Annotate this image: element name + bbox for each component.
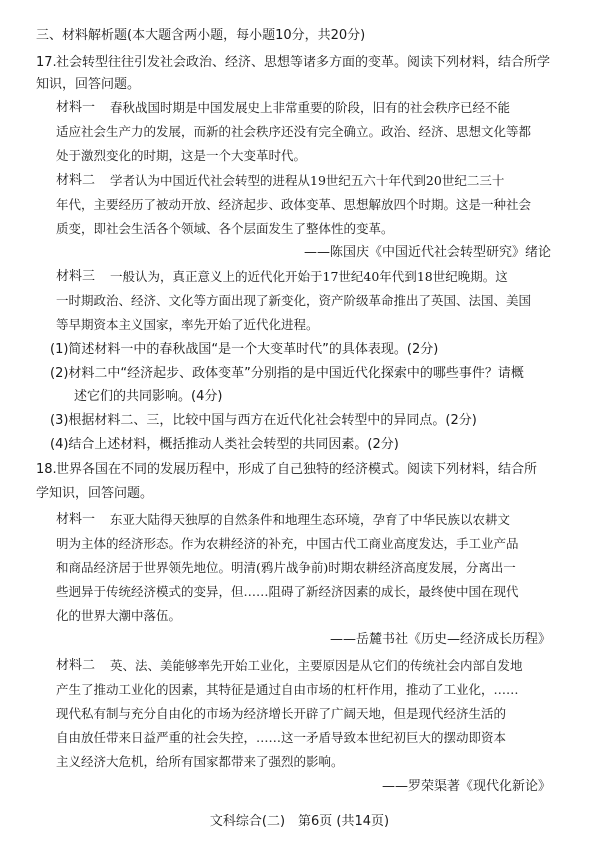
q18-material-2-line-2: 产生了推动工业化的因素，其特征是通过自由市场的杠杆作用，推动了工业化，…… bbox=[56, 682, 519, 697]
q17-material-2-label: 材料二 bbox=[56, 173, 96, 188]
q17-material-1-line-3: 处于激烈变化的时期，这是一个大变革时代。 bbox=[56, 148, 307, 163]
q17-stem-line-2: 知识，回答问题。 bbox=[36, 77, 141, 92]
q18-material-1-source: ——岳麓书社《历史—经济成长历程》 bbox=[329, 632, 551, 647]
q17-material-3-label: 材料三 bbox=[56, 269, 96, 284]
q17-number: 17. bbox=[36, 55, 57, 70]
q17-material-2-line-3: 质变，即社会生活各个领域、各个层面发生了整体性的变革。 bbox=[56, 221, 394, 236]
q18-material-1-line-4: 些迥异于传统经济模式的变异，但……阻碍了新经济因素的成长，最终使中国在现代 bbox=[56, 584, 519, 599]
q18-material-2-line-5: 主义经济大危机，给所有国家都带来了强烈的影响。 bbox=[56, 754, 344, 769]
q17-subquestion-2-line-2: 述它们的共同影响。(4分) bbox=[74, 389, 223, 404]
q17-material-1-label: 材料一 bbox=[56, 100, 96, 115]
section-title: 三、材料解析题(本大题含两小题，每小题10分，共20分) bbox=[36, 28, 366, 43]
q17-material-3-line-2: 一时期政治、经济、文化等方面出现了新变化，资产阶级革命推出了英国、法国、美国 bbox=[56, 293, 532, 308]
q18-material-2-label: 材料二 bbox=[56, 658, 96, 673]
q18-material-1-line-2: 明为主体的经济形态。作为农耕经济的补充，中国古代工商业高度发达，手工业产品 bbox=[56, 536, 519, 551]
page-footer: 文科综合(二) 第6页 (共14页) bbox=[209, 814, 390, 829]
q18-material-1-line-1: 东亚大陆得天独厚的自然条件和地理生态环境，孕育了中华民族以农耕文 bbox=[110, 512, 511, 527]
q17-subquestion-3: (3)根据材料二、三，比较中国与西方在近代化社会转型中的异同点。(2分) bbox=[50, 413, 477, 428]
q18-stem-line-1: 世界各国在不同的发展历程中，形成了自己独特的经济模式。阅读下列材料，结合所 bbox=[56, 462, 538, 477]
q17-subquestion-2-line-1: (2)材料二中“经济起步、政体变革”分别指的是中国近代化探索中的哪些事件？请概 bbox=[50, 366, 524, 381]
q17-material-1-line-2: 适应社会生产力的发展，而新的社会秩序还没有完全确立。政治、经济、思想文化等都 bbox=[56, 124, 532, 139]
q17-material-2-line-1: 学者认为中国近代社会转型的进程从19世纪五六十年代到20世纪二三十 bbox=[110, 173, 505, 188]
q17-material-2-line-2: 年代，主要经历了被动开放、经济起步、政体变革、思想解放四个时期。这是一种社会 bbox=[56, 197, 532, 212]
q18-material-1-label: 材料一 bbox=[56, 512, 96, 527]
q18-material-2-line-4: 自由放任带来日益严重的社会失控，……这一矛盾导致本世纪初巨大的摆动即资本 bbox=[56, 730, 507, 745]
q18-material-2-line-3: 现代私有制与充分自由化的市场为经济增长开辟了广阔天地，但是现代经济生活的 bbox=[56, 706, 507, 721]
q18-material-1-line-3: 和商品经济居于世界领先地位。明清(鸦片战争前)时期农耕经济高度发展，分离出一 bbox=[56, 560, 516, 575]
q17-material-3-line-3: 等早期资本主义国家，率先开始了近代化进程。 bbox=[56, 317, 319, 332]
q17-material-3-line-1: 一般认为，真正意义上的近代化开始于17世纪40年代到18世纪晚期。这 bbox=[110, 269, 508, 284]
q17-stem-line-1: 社会转型往往引发社会政治、经济、思想等诸多方面的变革。阅读下列材料，结合所学 bbox=[56, 55, 551, 70]
q18-stem-line-2: 学知识，回答问题。 bbox=[36, 486, 154, 501]
q18-material-1-line-5: 化的世界大潮中落伍。 bbox=[56, 608, 182, 623]
q17-subquestion-4: (4)结合上述材料，概括推动人类社会转型的共同因素。(2分) bbox=[50, 437, 399, 452]
q17-subquestion-1: (1)简述材料一中的春秋战国“是一个大变革时代”的具体表现。(2分) bbox=[50, 342, 439, 357]
q18-material-2-line-1: 英、法、美能够率先开始工业化，主要原因是从它们的传统社会内部自发地 bbox=[110, 658, 523, 673]
q18-material-2-source: ——罗荣渠著《现代化新论》 bbox=[381, 779, 551, 794]
q17-material-2-source: ——陈国庆《中国近代社会转型研究》绪论 bbox=[303, 245, 551, 260]
q17-material-1-line-1: 春秋战国时期是中国发展史上非常重要的阶段，旧有的社会秩序已经不能 bbox=[110, 100, 511, 115]
q18-number: 18. bbox=[36, 462, 57, 477]
